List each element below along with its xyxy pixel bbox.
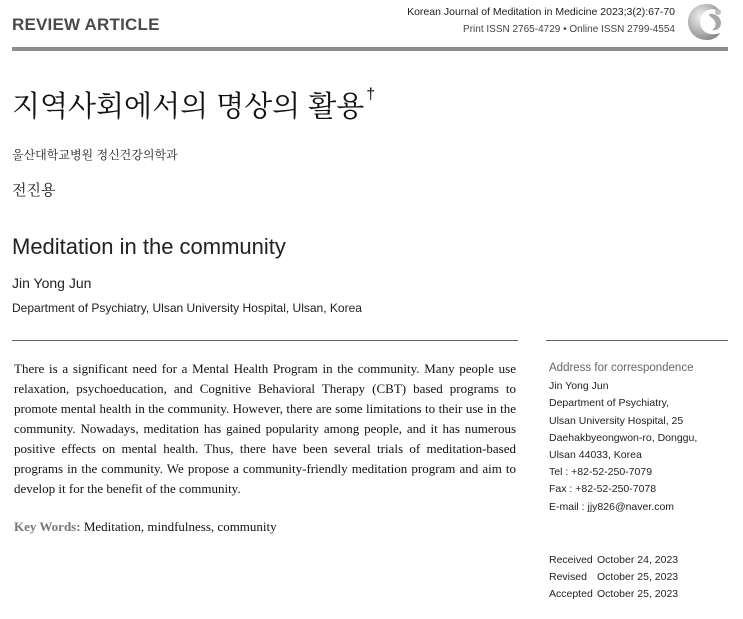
- corr-hospital: Ulsan University Hospital, 25: [549, 414, 684, 427]
- correspondence-block: [549, 360, 731, 516]
- journal-logo-icon: [685, 2, 729, 42]
- correspondence-rule: [546, 340, 728, 341]
- received-row: [549, 552, 678, 569]
- revised-date: October 25, 2023: [597, 571, 679, 584]
- english-affiliation: Department of Psychiatry, Ulsan University Hospital, Ulsan, Korea: [12, 301, 362, 315]
- received-label: Received: [549, 554, 593, 566]
- corr-city: Ulsan 44033, Korea: [549, 449, 642, 462]
- keywords-value: Meditation, mindfulness, community: [83, 519, 277, 534]
- corr-name: Jin Yong Jun: [549, 380, 609, 393]
- correspondence-heading: Address for correspondence: [549, 362, 694, 374]
- korean-author: 전진용: [12, 182, 56, 199]
- journal-citation: Korean Journal of Meditation in Medicine 2023;3(2):67-70: [407, 6, 675, 18]
- english-author: Jin Yong Jun: [12, 275, 92, 291]
- korean-title: [12, 84, 375, 125]
- abstract-text: There is a significant need for a Mental Health Program in the community. Many people use relaxation, psychoeducation, and Cognitive Behavioral Therapy (CBT) based programs to promote mental health in the community. However, there are some limitations to their use in the community. Nowadays, meditation has gained popularity among people, and it has numerous positive effects on mental health. Thus, there have been several trials of meditation-based programs in the community. We propose a community-friendly meditation program and aim to develop it for the benefit of the community.: [14, 361, 516, 496]
- english-title: Meditation in the community: [12, 234, 286, 259]
- issn-line: Print ISSN 2765-4729 • Online ISSN 2799-4554: [463, 24, 675, 35]
- received-date: October 24, 2023: [597, 554, 679, 566]
- article-type: REVIEW ARTICLE: [12, 15, 160, 34]
- abstract-rule: [12, 340, 518, 341]
- revised-label: Revised: [549, 571, 587, 584]
- korean-title-text: 지역사회에서의 명상의 활용: [12, 91, 365, 123]
- corr-dept: Department of Psychiatry,: [549, 397, 670, 410]
- dates-block: [549, 552, 678, 604]
- corr-email: E-mail : jjy826@naver.com: [549, 500, 675, 513]
- accepted-row: [549, 586, 678, 603]
- header-rule: [12, 47, 728, 51]
- accepted-date: October 25, 2023: [597, 588, 679, 601]
- accepted-label: Accepted: [549, 588, 593, 601]
- corr-fax: Fax : +82-52-250-7078: [549, 483, 657, 496]
- corr-tel: Tel : +82-52-250-7079: [549, 466, 653, 479]
- korean-affiliation: 울산대학교병원 정신건강의학과: [12, 148, 178, 162]
- keywords-label: Key Words:: [14, 519, 81, 534]
- corr-street: Daehakbyeongwon-ro, Donggu,: [549, 431, 698, 444]
- revised-row: [549, 569, 678, 586]
- keywords: [14, 519, 277, 535]
- title-dagger: †: [366, 86, 376, 103]
